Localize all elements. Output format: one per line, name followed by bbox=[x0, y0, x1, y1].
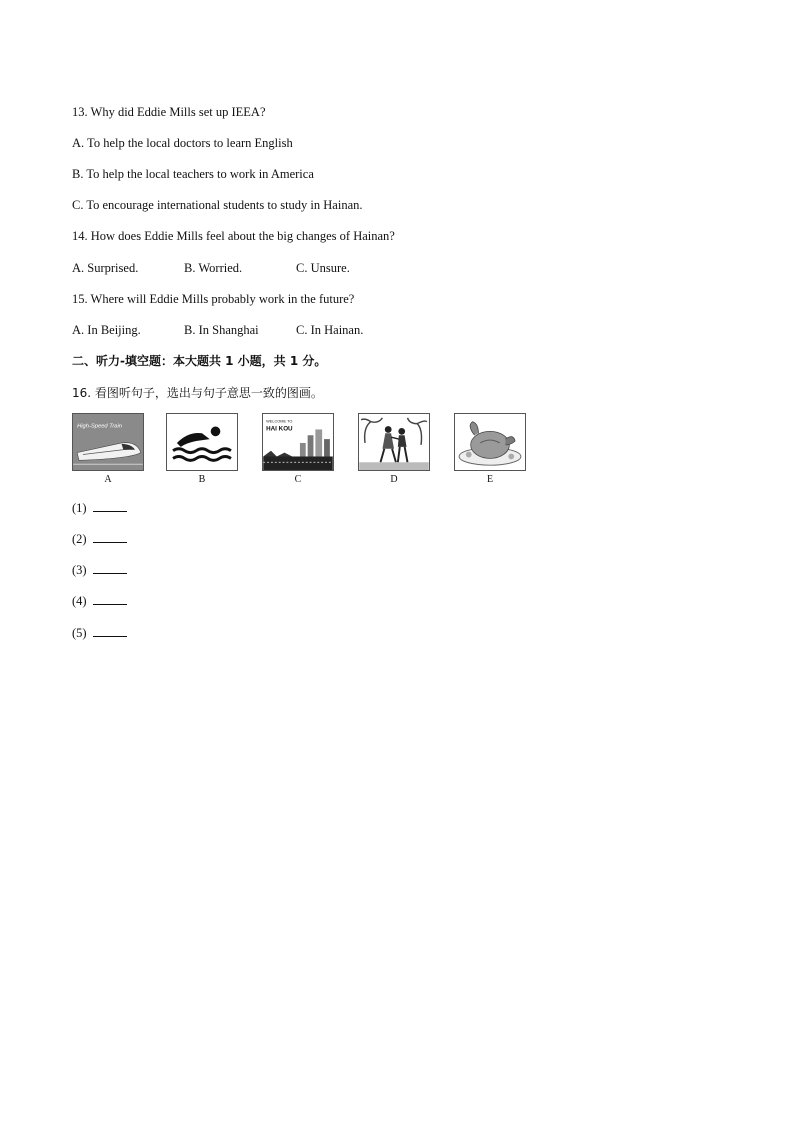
roast-chicken-icon bbox=[455, 414, 525, 470]
q13-option-b: B. To help the local teachers to work in America bbox=[72, 167, 314, 181]
q15-option-c: C. In Hainan. bbox=[296, 323, 364, 337]
q15-question: 15. Where will Eddie Mills probably work in the future? bbox=[72, 292, 355, 306]
blank-line[interactable] bbox=[93, 563, 127, 574]
picture-e bbox=[454, 413, 526, 471]
section-heading: 二、听力-填空题：本大题共 1 小题，共 1 分。 bbox=[72, 354, 327, 368]
picture-c-label: C bbox=[294, 474, 302, 485]
picture-d bbox=[358, 413, 430, 471]
q13-option-a: A. To help the local doctors to learn English bbox=[72, 136, 293, 150]
dancers-icon bbox=[359, 414, 429, 470]
q14-question: 14. How does Eddie Mills feel about the big changes of Hainan? bbox=[72, 229, 395, 243]
q15-option-a: A. In Beijing. bbox=[72, 323, 141, 337]
swimmer-icon bbox=[167, 414, 237, 470]
blank-number: (4) bbox=[72, 594, 87, 608]
blank-number: (5) bbox=[72, 626, 87, 640]
picture-a bbox=[72, 413, 144, 471]
q14-option-a: A. Surprised. bbox=[72, 261, 139, 275]
q15-option-b: B. In Shanghai bbox=[184, 323, 259, 337]
blank-number: (3) bbox=[72, 563, 87, 577]
blank-line[interactable] bbox=[93, 594, 127, 605]
q14-option-c: C. Unsure. bbox=[296, 261, 350, 275]
picture-d-label: D bbox=[390, 474, 398, 485]
q14-option-b: B. Worried. bbox=[184, 261, 243, 275]
city-icon bbox=[263, 414, 333, 470]
picture-c-caption-1: WELCOME TO bbox=[266, 419, 293, 424]
picture-c-caption-2: HAI KOU bbox=[266, 425, 293, 433]
train-icon bbox=[73, 414, 143, 470]
blank-line[interactable] bbox=[93, 501, 127, 512]
picture-e-label: E bbox=[486, 474, 494, 485]
picture-a-caption: High-Speed Train bbox=[77, 423, 122, 430]
blank-line[interactable] bbox=[93, 532, 127, 543]
picture-a-label: A bbox=[104, 474, 112, 485]
answer-blank-4 bbox=[72, 593, 127, 609]
answer-blank-1 bbox=[72, 500, 127, 516]
picture-b bbox=[166, 413, 238, 471]
blank-number: (2) bbox=[72, 532, 87, 546]
answer-blank-2 bbox=[72, 531, 127, 547]
answer-blank-5 bbox=[72, 625, 127, 641]
q16-instruction: 16. 看图听句子，选出与句子意思一致的图画。 bbox=[72, 386, 323, 400]
answer-blank-3 bbox=[72, 562, 127, 578]
picture-b-label: B bbox=[198, 474, 206, 485]
blank-line[interactable] bbox=[93, 626, 127, 637]
q13-option-c: C. To encourage international students to study in Hainan. bbox=[72, 198, 363, 212]
q13-question: 13. Why did Eddie Mills set up IEEA? bbox=[72, 105, 266, 119]
blank-number: (1) bbox=[72, 501, 87, 515]
picture-c bbox=[262, 413, 334, 471]
